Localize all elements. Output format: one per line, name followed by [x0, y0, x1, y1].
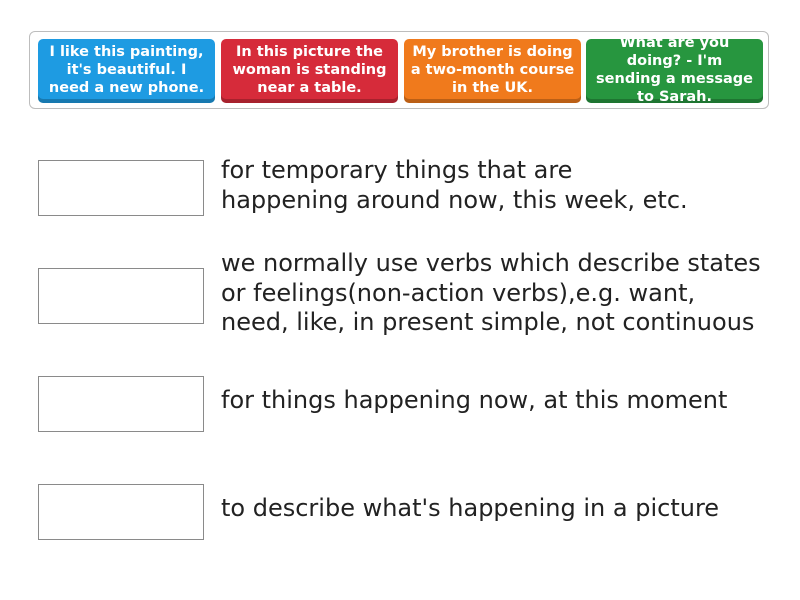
- answer-card-text: In this picture the woman is standing near a table.: [232, 43, 387, 96]
- answer-card-text: My brother is doing a two-month course in the UK.: [410, 43, 575, 96]
- drop-slot-2[interactable]: [38, 268, 204, 324]
- clue-line: need, like, in present simple, not continuous: [221, 308, 755, 336]
- answer-card-3[interactable]: [404, 39, 581, 103]
- clue-1: [221, 156, 781, 215]
- answer-card-tray: [29, 31, 769, 109]
- drop-slot-4[interactable]: [38, 484, 204, 540]
- answer-card-text: What are you doing? - I'm sending a message to Sarah.: [596, 34, 753, 105]
- clue-line: happening around now, this week, etc.: [221, 185, 688, 214]
- clue-4: [221, 494, 781, 524]
- clue-3: [221, 386, 781, 416]
- clue-line: or feelings(non-action verbs),e.g. want,: [221, 278, 696, 307]
- clue-line: for things happening now, at this moment: [221, 386, 728, 414]
- drop-slot-1[interactable]: [38, 160, 204, 216]
- clue-line: to describe what's happening in a picture: [221, 494, 720, 522]
- answer-card-1[interactable]: [38, 39, 215, 103]
- clue-line: we normally use verbs which describe states: [221, 249, 761, 277]
- clue-2: [221, 249, 781, 338]
- answer-card-4[interactable]: [586, 34, 763, 105]
- answer-card-2[interactable]: [221, 39, 398, 103]
- drop-slot-3[interactable]: [38, 376, 204, 432]
- clue-line: for temporary things that are: [221, 156, 573, 184]
- answer-card-text: I like this painting, it's beautiful. I need a new phone.: [48, 43, 205, 96]
